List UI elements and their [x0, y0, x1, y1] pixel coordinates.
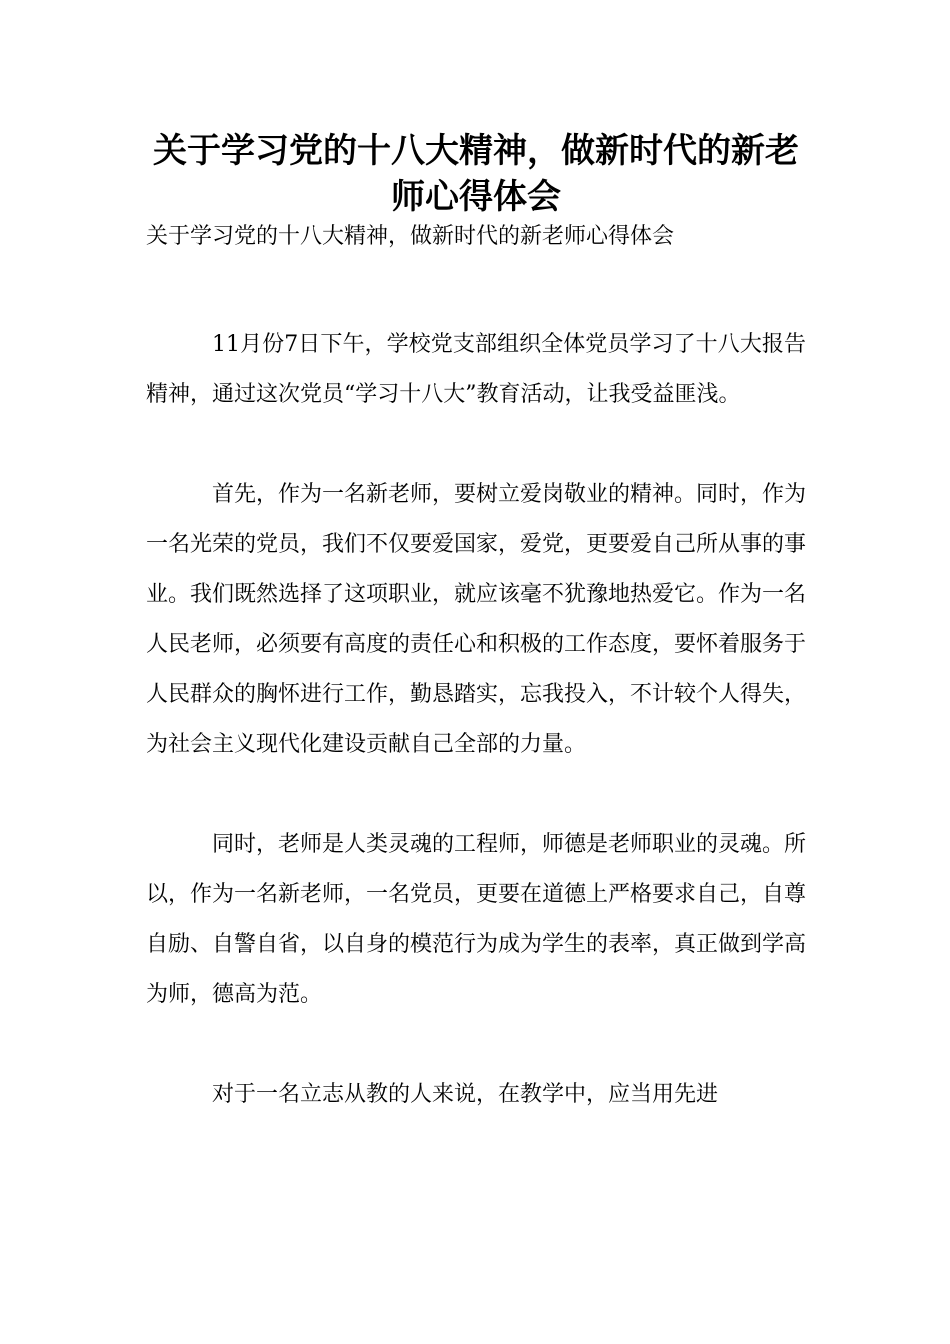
document-content — [146, 128, 806, 1120]
paragraph-1: 11月份7日下午，学校党支部组织全体党员学习了十八大报告精神，通过这次党员“学习十八大”教育活动，让我受益匪浅。 — [146, 332, 806, 407]
paragraph-2: 首先，作为一名新老师，要树立爱岗敬业的精神。同时，作为一名光荣的党员，我们不仅要爱国家，爱党，更要爱自己所从事的事业。我们既然选择了这项职业，就应该毫不犹豫地热爱它。作为一名人民老师，必须要有高度的责任心和积极的工作态度，要怀着服务于人民群众的胸怀进行工作，勤恳踏实，忘我投入，不计较个人得失，为社会主义现代化建设贡献自己全部的力量。 — [146, 482, 807, 757]
document-title: 关于学习党的十八大精神，做新时代的新老师心得体会 — [153, 131, 799, 217]
paragraph-3: 同时，老师是人类灵魂的工程师，师德是老师职业的灵魂。所以，作为一名新老师，一名党员，更要在道德上严格要求自己，自尊自励、自警自省，以自身的模范行为成为学生的表率，真正做到学高为师，德高为范。 — [146, 832, 807, 1007]
paragraph-4: 对于一名立志从教的人来说，在教学中，应当用先进 — [212, 1082, 719, 1107]
document-subtitle: 关于学习党的十八大精神，做新时代的新老师心得体会 — [146, 224, 675, 249]
